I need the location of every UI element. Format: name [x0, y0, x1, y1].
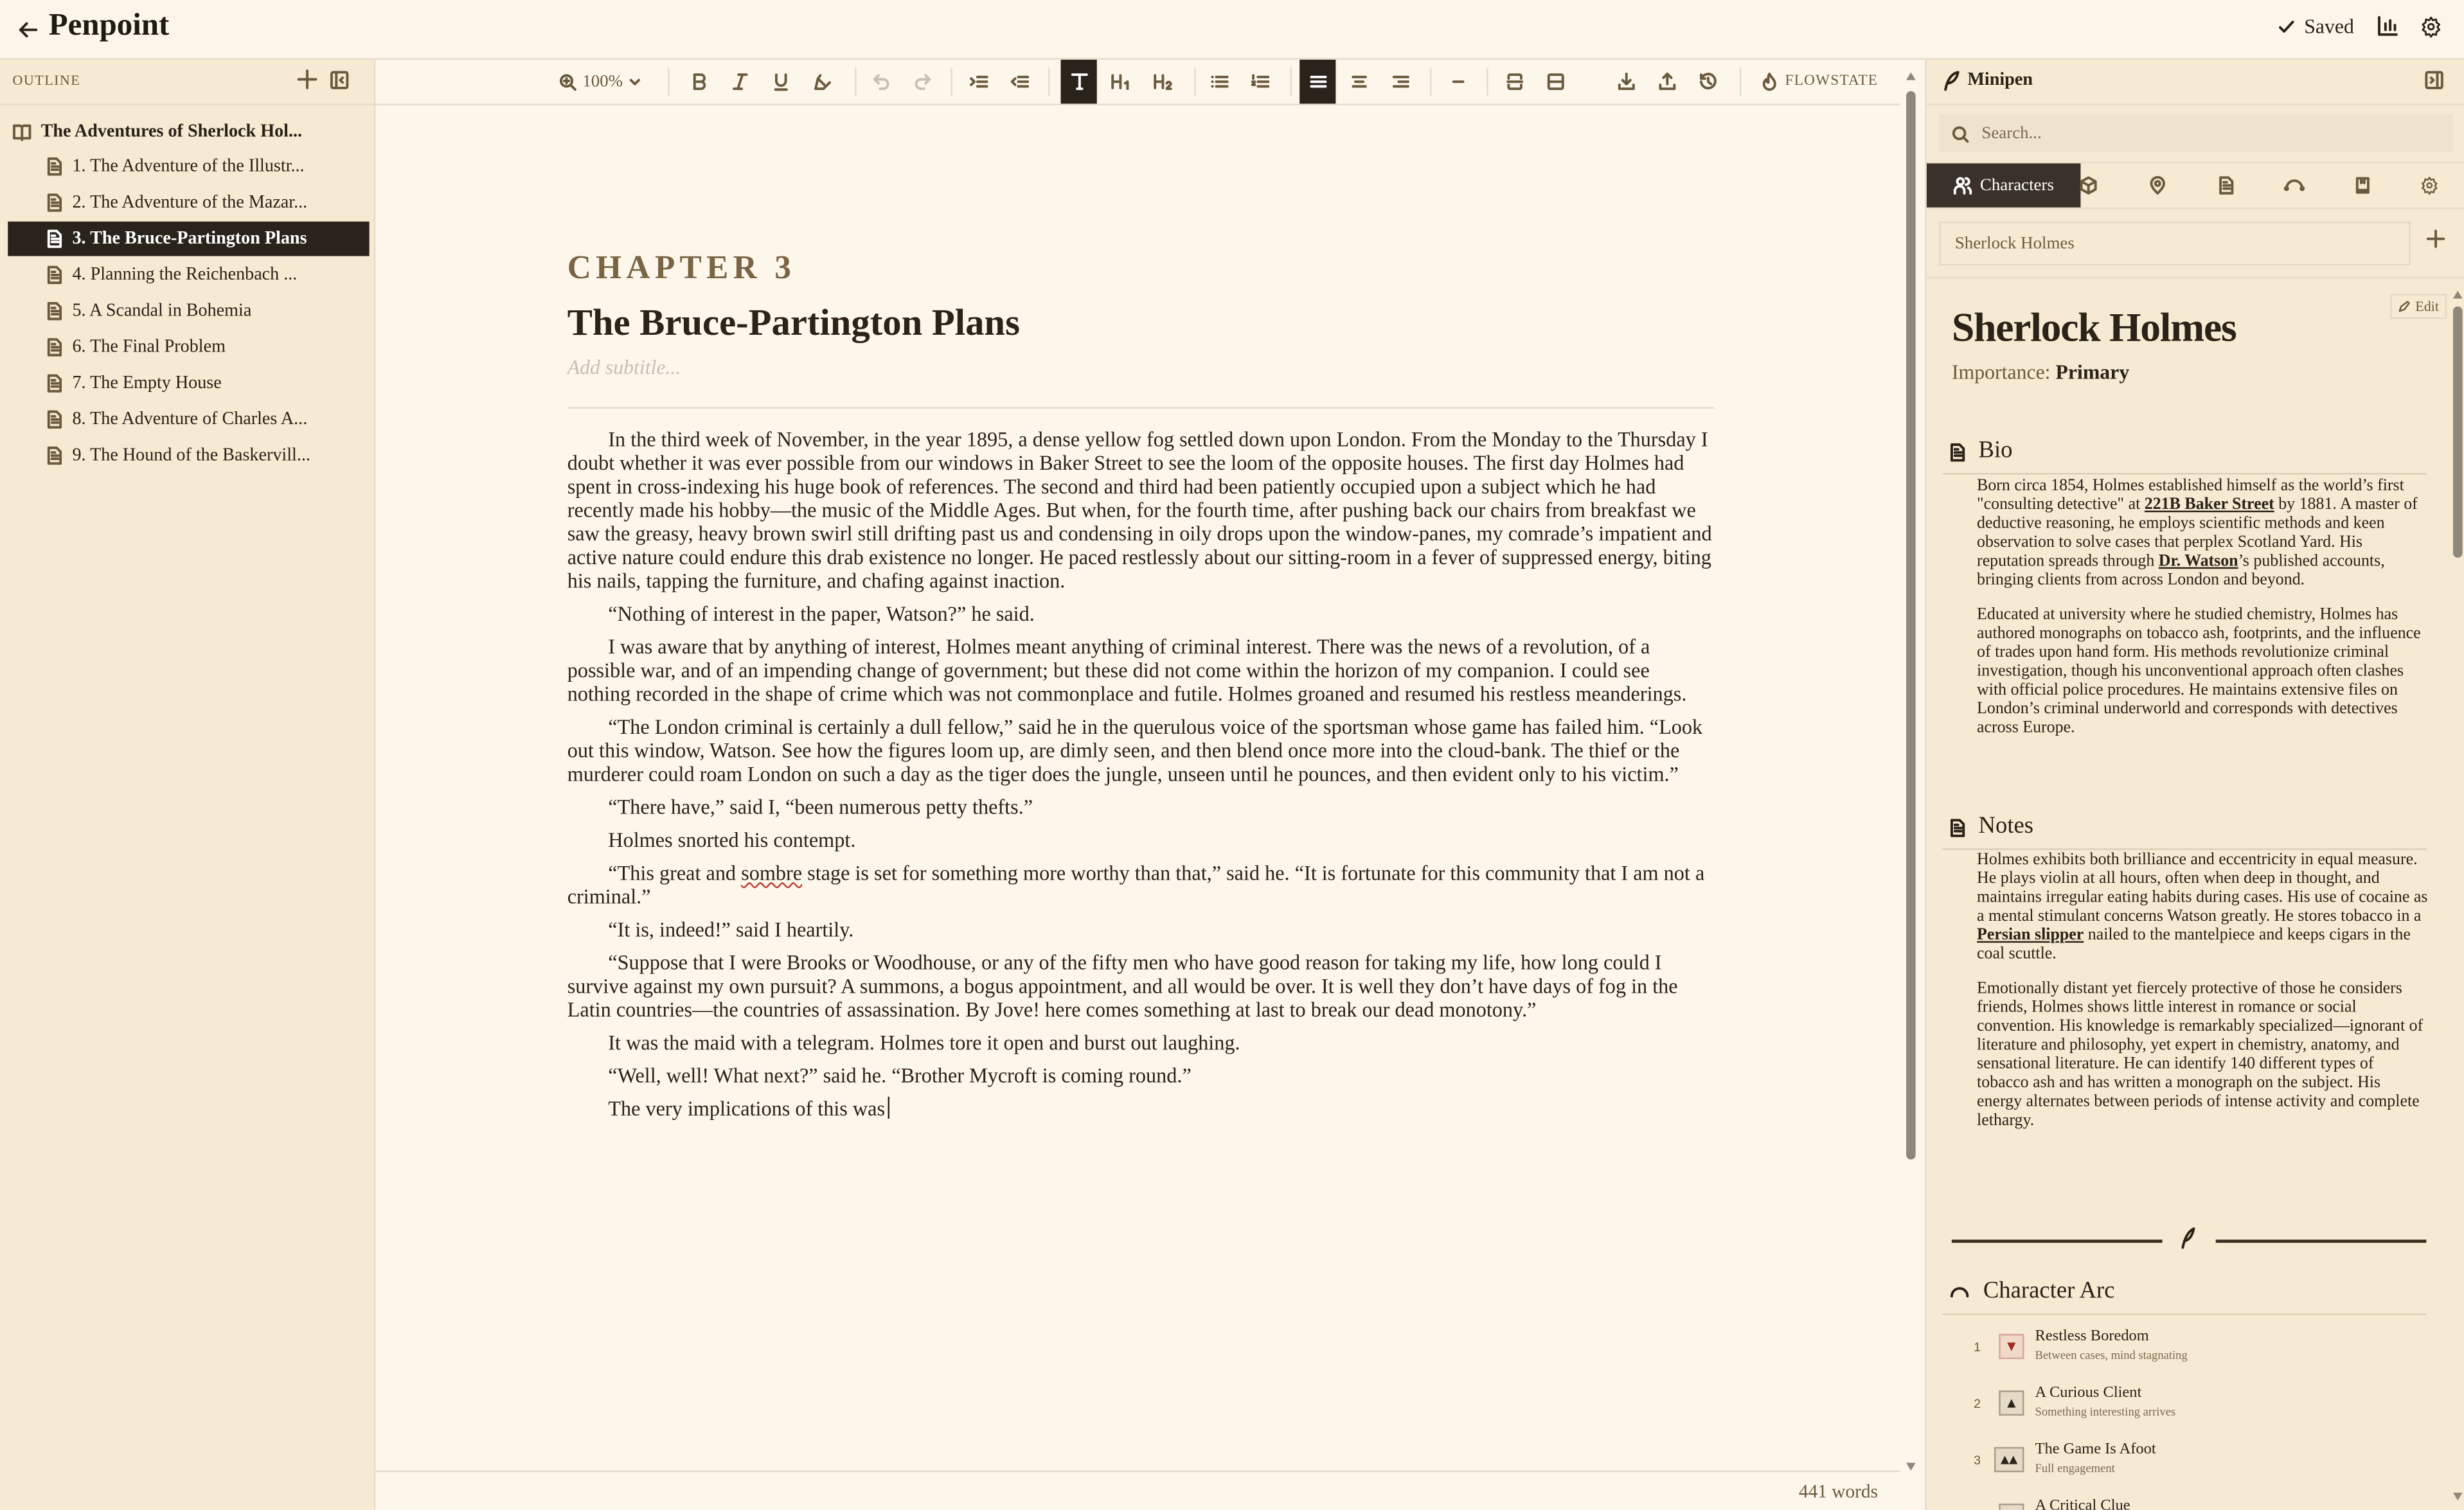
- align-right-button[interactable]: [1383, 60, 1418, 103]
- arc-stage-3[interactable]: [1974, 1441, 2414, 1491]
- document-icon: [46, 301, 63, 320]
- tab-settings[interactable]: [2412, 163, 2447, 207]
- document-icon: [2217, 176, 2234, 195]
- chapter-number-label: CHAPTER 3: [567, 248, 796, 287]
- align-right-icon: [1391, 72, 1409, 91]
- sidebar-chapter-5[interactable]: [8, 294, 369, 328]
- text-run: “This great and: [608, 860, 742, 885]
- underline-icon: [772, 72, 790, 91]
- zoom-dropdown[interactable]: [548, 60, 652, 103]
- highlighter-icon: [812, 72, 831, 91]
- arc-icon: [2283, 176, 2305, 195]
- section-title: Character Arc: [1983, 1279, 2115, 1304]
- flowstate-label: FLOWSTATE: [1785, 73, 1879, 90]
- outdent-icon: [1010, 72, 1029, 91]
- paragraph[interactable]: In the third week of November, in the year 1895, a dense yellow fog settled down upon London. From the Monday to the Thursday I doubt whether it was ever possible from our windows in Baker Street to see the loom of the opposite houses. The first day Holmes had spent in cross-indexing his huge book of references. The second and third had been patiently occupied upon a subject which he had recently made his hobby—the music of the Middle Ages. But when, for the fourth time, after pushing back our chairs from breakfast we saw the greasy, heavy brown swirl still drifting past us and condensing in oily drops upon the window-panes, my comrade’s impatient and active nature could endure this drab existence no longer. He paced restlessly about our sitting-room in a fever of suppressed energy, biting his nails, tapping the furniture, and chafing against inaction.: [567, 427, 1712, 592]
- sidebar-chapter-4[interactable]: [8, 258, 369, 292]
- indent-icon: [970, 72, 988, 91]
- stage-subtitle: Full engagement: [2035, 1461, 2115, 1476]
- section-title: Notes: [1978, 813, 2034, 839]
- minipen-title: Minipen: [1967, 71, 2033, 90]
- align-left-icon: [1308, 72, 1327, 91]
- download-button[interactable]: [1609, 60, 1644, 103]
- search-input[interactable]: [1979, 123, 2425, 145]
- redo-button[interactable]: [905, 60, 940, 103]
- redo-icon: [913, 72, 932, 91]
- location-pin-icon: [2148, 176, 2167, 195]
- sidebar-chapter-3-active[interactable]: [8, 222, 369, 256]
- bold-button[interactable]: [682, 60, 717, 103]
- double-rising-marker-icon: ▲▲: [1994, 1447, 2024, 1472]
- text-cursor: [888, 1097, 889, 1119]
- align-center-button[interactable]: [1342, 60, 1377, 103]
- feather-pen-icon: [1942, 71, 1960, 91]
- stage-number: 1: [1974, 1340, 1981, 1355]
- document-icon: [46, 157, 63, 176]
- bio-heading: [1949, 438, 2012, 465]
- document: [567, 248, 1715, 1130]
- tab-arcs[interactable]: [2277, 163, 2312, 207]
- chapter-label: 4. Planning the Reichenbach ...: [72, 265, 298, 285]
- section-break-button[interactable]: [1539, 60, 1573, 103]
- tab-lore[interactable]: [2344, 163, 2379, 207]
- check-icon: [2279, 19, 2294, 34]
- paragraph-current[interactable]: [567, 1097, 1715, 1121]
- stage-subtitle: Between cases, mind stagnating: [2035, 1347, 2188, 1362]
- chapter-label: 9. The Hound of the Baskervill...: [72, 446, 310, 465]
- sidebar-chapter-2[interactable]: [8, 186, 369, 220]
- paragraph[interactable]: I was aware that by anything of interest, Holmes meant anything of criminal interest. There was the news of a revolution, of a possible war, and of an impending change of government; but these did not come within the horizon of my companion. I could see nothing recorded in the shape of crime which was not commonplace and futile. Holmes groaned and resumed his restless meanderings.: [567, 634, 1687, 706]
- align-center-icon: [1350, 72, 1368, 91]
- stage-title: A Critical Clue: [2035, 1497, 2130, 1510]
- feather-icon: [2179, 1227, 2195, 1249]
- align-left-button[interactable]: [1299, 60, 1335, 103]
- stage-number: 3: [1974, 1453, 1981, 1468]
- chapter-label: 7. The Empty House: [72, 373, 222, 393]
- paragraph[interactable]: “It is, indeed!” said I heartily.: [608, 917, 854, 941]
- outdent-button[interactable]: [1003, 60, 1037, 103]
- character-importance: [1952, 360, 2129, 385]
- character-name: Sherlock Holmes: [1951, 305, 2236, 351]
- document-icon: [1949, 818, 1966, 837]
- chapter-label: 1. The Adventure of the Illustr...: [72, 157, 305, 176]
- stage-title: The Game Is Afoot: [2035, 1441, 2156, 1459]
- gear-icon: [2420, 176, 2439, 195]
- undo-button[interactable]: [864, 60, 899, 103]
- tab-documents[interactable]: [2208, 163, 2243, 207]
- zoom-level: 100%: [582, 72, 623, 91]
- arc-icon: [1949, 1284, 1970, 1300]
- back-arrow-icon[interactable]: [15, 17, 40, 42]
- italic-icon: [731, 72, 749, 91]
- bullet-list-icon: [1210, 72, 1229, 91]
- book-title-row[interactable]: [13, 114, 366, 149]
- app-title: Penpoint: [48, 8, 170, 43]
- paragraph[interactable]: Holmes snorted his contempt.: [608, 828, 856, 852]
- notes-heading: [1949, 814, 2033, 841]
- edit-label: Edit: [2415, 298, 2439, 315]
- paragraph[interactable]: “The London criminal is certainly a dull fellow,” said he in the querulous voice of the sportsman whose game has failed him. “Look out this window, Watson. See how the figures loom up, are dimly seen, and then blend once more into the cloud-bank. The thief or the murderer could roam London on such a day as the tiger does the jungle, unseen until he pounces, and then evident only to his victim.”: [567, 715, 1703, 786]
- format-toolbar: [375, 60, 1900, 105]
- collapse-panel-icon[interactable]: [2425, 71, 2443, 89]
- link-persian-slipper[interactable]: Persian slipper: [1977, 927, 2084, 945]
- paragraph[interactable]: “There have,” said I, “been numerous petty thefts.”: [608, 795, 1033, 819]
- title-divider: [567, 407, 1715, 408]
- sidebar-chapter-6[interactable]: [8, 330, 369, 364]
- document-icon: [46, 338, 63, 357]
- settings-gear-icon[interactable]: [2420, 15, 2442, 37]
- underline-button[interactable]: [763, 60, 798, 103]
- link-dr-watson[interactable]: Dr. Watson: [2158, 553, 2238, 571]
- editor-pane: [375, 60, 1918, 1510]
- highlight-button[interactable]: [805, 60, 839, 103]
- flame-icon: [1762, 72, 1777, 91]
- subtitle-placeholder[interactable]: Add subtitle...: [567, 355, 681, 379]
- sidebar-chapter-7[interactable]: [8, 366, 369, 401]
- undo-icon: [872, 72, 891, 91]
- rising-marker-icon: ▲: [1999, 1390, 2024, 1416]
- page-break-icon: [1506, 72, 1524, 91]
- upload-icon: [1658, 72, 1677, 91]
- history-button[interactable]: [1691, 60, 1726, 103]
- add-character-plus-icon[interactable]: [2426, 229, 2445, 248]
- chapter-label: 8. The Adventure of Charles A...: [72, 410, 308, 429]
- pencil-icon: [2398, 300, 2411, 313]
- stage-subtitle: Something interesting arrives: [2035, 1405, 2176, 1419]
- falling-marker-icon: ▼: [1999, 1334, 2024, 1359]
- tab-label: Characters: [1979, 175, 2054, 195]
- misspelled-word[interactable]: sombre: [741, 860, 803, 885]
- heading-1-icon: [1111, 72, 1131, 91]
- document-body[interactable]: [567, 427, 1715, 1120]
- chevron-down-icon: [629, 75, 642, 88]
- search-icon: [1952, 125, 1969, 142]
- collapse-sidebar-icon[interactable]: [330, 71, 348, 89]
- bio-text: Born circa 1854, Holmes established himself as the world’s first "consulting detective" at 221B Baker Street by 1881. A master of deductive reasoning, he employs scientific methods and keen observation to solve cases that perplex Scotland Yard. His reputation spreads through Dr. Watson’s published accounts, bringing clients from across London and beyond. Educated at university where he studied chemistry, Holmes has authored monographs on tobacco ash, footprints, and the influence of trades upon hand form. His methods revolutionize criminal investigation, though his unconventional approach often clashes with official police procedures. He maintains extensive files on London’s criminal underworld and corresponds with detectives across Europe.: [1977, 477, 2421, 737]
- document-icon: [1949, 442, 1966, 461]
- upload-button[interactable]: [1650, 60, 1684, 103]
- importance-value: Primary: [2055, 359, 2130, 384]
- stage-title: Restless Boredom: [2035, 1328, 2149, 1346]
- bullet-list-button[interactable]: [1202, 60, 1237, 103]
- panel-scrollbar[interactable]: [2453, 290, 2463, 1500]
- sidebar-chapter-8[interactable]: [8, 402, 369, 437]
- paragraph[interactable]: [567, 861, 1715, 908]
- minipen-tabs: [1927, 162, 2464, 209]
- add-chapter-plus-icon[interactable]: [297, 69, 317, 90]
- users-icon: [1953, 176, 1972, 195]
- history-clock-icon: [1699, 72, 1717, 91]
- editor-scrollbar[interactable]: [1906, 72, 1916, 1470]
- character-detail: [1927, 276, 2464, 1509]
- flowstate-button[interactable]: [1755, 60, 1884, 103]
- minipen-panel: [1925, 60, 2464, 1510]
- sidebar-chapter-1[interactable]: [8, 149, 369, 184]
- link-221b-baker-street[interactable]: 221B Baker Street: [2144, 496, 2274, 514]
- minipen-header: [1927, 60, 2464, 105]
- feather-divider: [1952, 1230, 2426, 1249]
- text-t-icon: [1069, 72, 1088, 91]
- top-bar: [0, 0, 2464, 60]
- stage-title: A Curious Client: [2035, 1384, 2142, 1402]
- outline-sidebar: [0, 60, 375, 1510]
- section-break-icon: [1546, 72, 1565, 91]
- bold-icon: [690, 72, 708, 91]
- stage-number: 2: [1974, 1396, 1981, 1411]
- stage-marker-icon: [1999, 1504, 2024, 1510]
- character-arc-heading: [1949, 1279, 2114, 1306]
- word-count: 441 words: [1798, 1480, 1879, 1502]
- book-title: The Adventures of Sherlock Hol...: [40, 122, 303, 142]
- arc-stage-4[interactable]: [1974, 1497, 2414, 1510]
- document-icon: [46, 446, 63, 465]
- character-selector[interactable]: Sherlock Holmes: [1939, 222, 2411, 265]
- download-icon: [1617, 72, 1636, 91]
- horizontal-rule-button[interactable]: [1441, 60, 1476, 103]
- document-icon: [46, 374, 63, 393]
- document-icon: [46, 410, 63, 429]
- paragraph-style-button[interactable]: [1061, 60, 1097, 103]
- paragraph[interactable]: “Nothing of interest in the paper, Watson?” he said.: [608, 601, 1035, 626]
- text-run: The very implications of this was: [608, 1096, 886, 1121]
- status-bar: [375, 1471, 1900, 1510]
- header-actions: [2279, 14, 2442, 39]
- tab-objects[interactable]: [2071, 163, 2106, 207]
- importance-label: Importance:: [1951, 359, 2051, 384]
- numbered-list-icon: [1251, 72, 1269, 91]
- tab-characters[interactable]: [1927, 163, 2081, 207]
- heading1-button[interactable]: [1103, 60, 1138, 103]
- document-icon: [46, 229, 63, 248]
- paragraph[interactable]: “Suppose that I were Brooks or Woodhouse, or any of the fifty men who have good reason for taking my life, how long could I survive against my own pursuit? A summons, a bogus appointment, and all would be over. It is well they don’t have days of fog in the Latin countries—the countries of assassination. By Jove! here comes something at last to break our dead monotony.”: [567, 950, 1678, 1022]
- chapter-label: 5. A Scandal in Bohemia: [72, 301, 252, 321]
- outline-header: [0, 60, 374, 105]
- sidebar-chapter-9[interactable]: [8, 438, 369, 473]
- save-status: [2279, 14, 2354, 39]
- document-icon: [46, 193, 63, 212]
- chapter-title[interactable]: The Bruce-Partington Plans: [567, 303, 1020, 344]
- arc-stage-2[interactable]: [1974, 1384, 2414, 1434]
- minipen-search[interactable]: [1939, 114, 2453, 152]
- indent-button[interactable]: [961, 60, 996, 103]
- section-title: Bio: [1978, 438, 2013, 464]
- numbered-list-button[interactable]: [1243, 60, 1278, 103]
- heading2-button[interactable]: [1146, 60, 1181, 103]
- box-icon: [2079, 176, 2098, 195]
- outline-title: OUTLINE: [12, 72, 81, 88]
- notes-text: Holmes exhibits both brilliance and eccentricity in equal measure. He plays violin at all hours, often when deep in thought, and maintains irregular eating habits during cases. His use of cocaine as a mental stimulant concerns Watson greatly. He stores tobacco in a Persian slipper nailed to the mantelpiece and keeps cigars in the coal scuttle. Emotionally distant yet fiercely protective of those he considers friends, Holmes shows little interest in romance or social convention. His knowledge is remarkably specialized—ignorant of literature and philosophy, yet expert in chemistry, anatomy, and sensational literature. He can identify 140 different types of tobacco ash and has written a monograph on the subject. His energy alternates between periods of intense activity and complete lethargy.: [1977, 851, 2428, 1130]
- edit-character-button[interactable]: [2390, 294, 2447, 319]
- horizontal-rule-icon: [1449, 72, 1467, 91]
- bookmark-book-icon: [2353, 176, 2371, 195]
- paragraph[interactable]: “Well, well! What next?” said he. “Brother Mycroft is coming round.”: [608, 1063, 1192, 1088]
- paragraph[interactable]: It was the maid with a telegram. Holmes tore it open and burst out laughing.: [608, 1031, 1240, 1054]
- document-icon: [46, 265, 63, 284]
- italic-button[interactable]: [723, 60, 758, 103]
- chapter-label: 2. The Adventure of the Mazar...: [72, 193, 308, 213]
- saved-label: Saved: [2304, 14, 2354, 38]
- tab-locations[interactable]: [2140, 163, 2175, 207]
- page-break-button[interactable]: [1497, 60, 1532, 103]
- zoom-magnifier-icon: [559, 73, 576, 91]
- chapter-label: 3. The Bruce-Partington Plans: [72, 229, 307, 249]
- text-run: stage is set for something more worthy than that,” said he. “It is fortunate for this community that I am not a criminal.”: [567, 860, 1705, 909]
- heading-2-icon: [1153, 72, 1174, 91]
- stats-chart-icon[interactable]: [2376, 15, 2398, 37]
- chapter-label: 6. The Final Problem: [72, 337, 226, 357]
- open-book-icon: [13, 123, 31, 141]
- arc-stage-1[interactable]: [1974, 1328, 2414, 1378]
